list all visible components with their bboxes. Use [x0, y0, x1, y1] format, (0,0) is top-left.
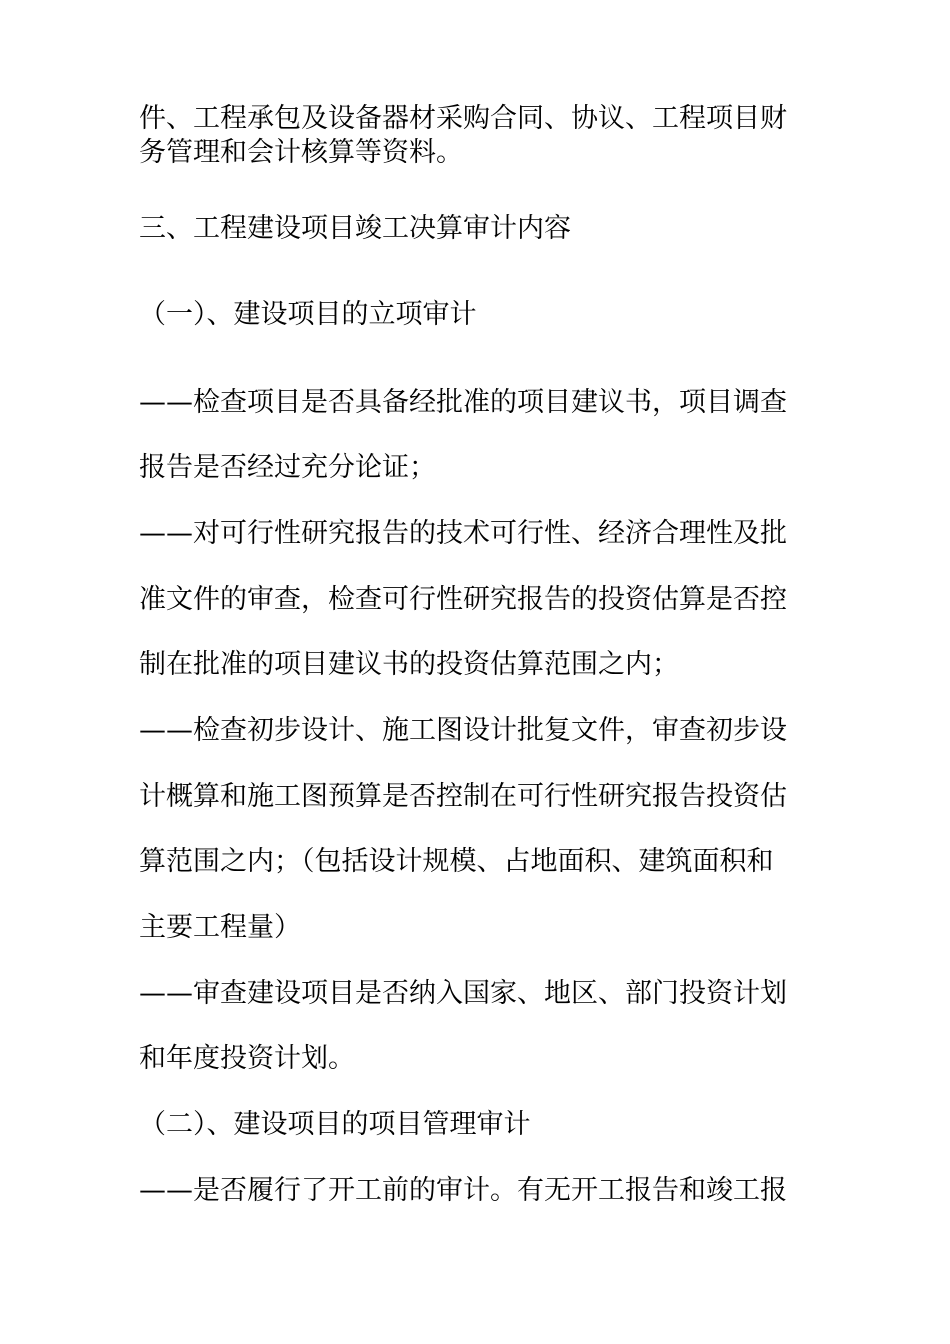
body-text-line: 件、工程承包及设备器材采购合同、协议、工程项目财 — [139, 103, 787, 134]
body-text-line: ——是否履行了开工前的审计。有无开工报告和竣工报 — [139, 1175, 787, 1206]
body-text-line: ——检查项目是否具备经批准的项目建议书，项目调查 — [139, 387, 787, 418]
body-text-line: ——审查建设项目是否纳入国家、地区、部门投资计划 — [139, 978, 787, 1009]
body-text-line: 和年度投资计划。 — [139, 1043, 355, 1074]
body-text-line: ——对可行性研究报告的技术可行性、经济合理性及批 — [139, 518, 787, 549]
subsection-heading: （一）、建设项目的立项审计 — [139, 299, 477, 330]
body-text-line: 主要工程量） — [139, 912, 301, 943]
body-text-line: 务管理和会计核算等资料。 — [139, 137, 463, 168]
subsection-heading: （二）、建设项目的项目管理审计 — [139, 1109, 531, 1140]
body-text-line: 准文件的审查，检查可行性研究报告的投资估算是否控 — [139, 584, 787, 615]
body-text-line: 报告是否经过充分论证； — [139, 452, 436, 483]
body-text-line: 制在批准的项目建议书的投资估算范围之内； — [139, 649, 679, 680]
section-heading: 三、工程建设项目竣工决算审计内容 — [139, 213, 571, 244]
body-text-line: 算范围之内；（包括设计规模、占地面积、建筑面积和 — [139, 846, 774, 877]
body-text-line: ——检查初步设计、施工图设计批复文件，审查初步设 — [139, 715, 787, 746]
body-text-line: 计概算和施工图预算是否控制在可行性研究报告投资估 — [139, 781, 787, 812]
